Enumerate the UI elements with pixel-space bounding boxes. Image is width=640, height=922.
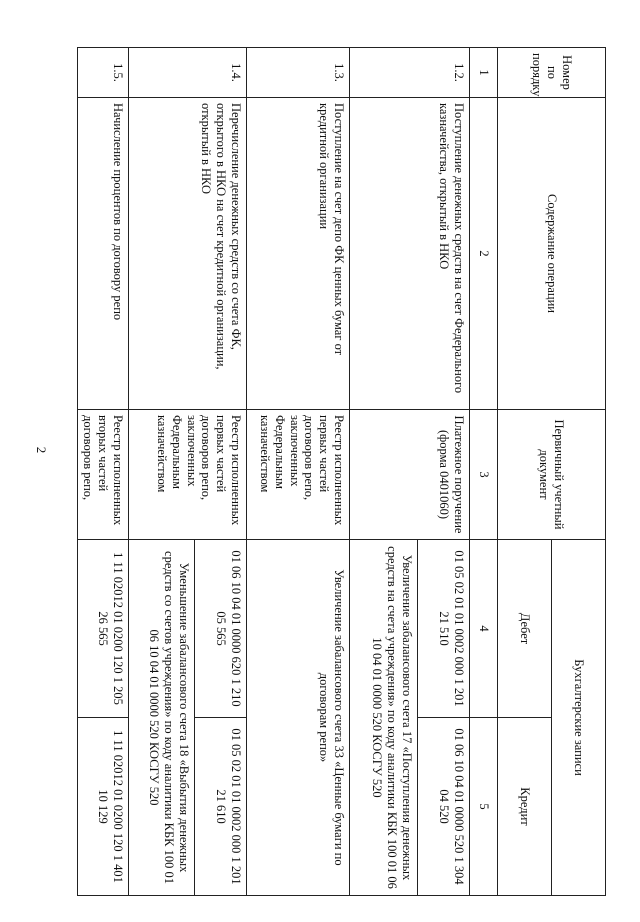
header-row	[552, 48, 606, 896]
row-content: Поступление на счет депо ФК ценных бумаг от кредитной организации	[247, 98, 350, 410]
row-credit: 1 11 02012 01 0200 120 1 401 10 129	[77, 718, 128, 896]
row-document: Реестр исполненных первых частей договоров репо, заключенных Федеральным казначейством	[129, 410, 247, 540]
row-content: Начисление процентов по договору репо	[77, 98, 128, 410]
row-offbalance: Уменьшение забалансового счета 18 «Выбытия денежных средств со счетов учреждения» по коду аналитики КБК 100 01 06 10 04 01 0000 520 КОСГУ 520	[129, 540, 195, 896]
row-content: Поступление денежных средств на счет Федерального казначейства, открытый в НКО	[350, 98, 470, 410]
row-debit: 1 11 02012 01 0200 120 1 205 26 565	[77, 540, 128, 718]
table-row	[247, 48, 350, 896]
row-document: Реестр исполненных вторых частей договоров репо,	[77, 410, 128, 540]
header-document: Первичный учетный документ	[498, 410, 606, 540]
row-number: 1.2.	[350, 48, 470, 98]
column-numbers-row	[470, 48, 498, 896]
rotated-page	[81, 47, 606, 895]
row-number: 1.3.	[247, 48, 350, 98]
header-debit: Дебет	[498, 540, 552, 718]
header-credit: Кредит	[498, 718, 552, 896]
column-number: 2	[470, 98, 498, 410]
column-number: 4	[470, 540, 498, 718]
row-debit: 01 06 10 04 01 0000 620 1 210 05 565	[195, 540, 247, 718]
row-number: 1.5.	[77, 48, 128, 98]
table-row	[418, 48, 470, 896]
page-number: 2	[34, 446, 49, 454]
column-number: 1	[470, 48, 498, 98]
row-offbalance: Увеличение забалансового счета 33 «Ценные бумаги по договорам репо»	[247, 540, 350, 896]
column-number: 5	[470, 718, 498, 896]
row-number: 1.4.	[129, 48, 247, 98]
row-credit: 01 05 02 01 01 0002 000 1 201 21 610	[195, 718, 247, 896]
column-number: 3	[470, 410, 498, 540]
table-row	[195, 48, 247, 896]
header-number: Номер по порядку	[498, 48, 606, 98]
row-document: Реестр исполненных первых частей договоров репо, заключенных Федеральным казначейством	[247, 410, 350, 540]
row-debit: 01 05 02 01 01 0002 000 1 201 21 510	[418, 540, 470, 718]
header-accounting: Бухгалтерские записи	[552, 540, 606, 896]
row-content: Перечисление денежных средств со счета ФК, открытого в НКО на счет кредитной организации, открытый в НКО	[129, 98, 247, 410]
row-offbalance: Увеличение забалансового счета 17 «Поступления денежных средств на счета учреждения» по коду аналитики КБК 100 01 06 10 04 01 0000 520 КОСГУ 520	[350, 540, 418, 896]
table-row	[77, 48, 128, 896]
row-document: Платежное поручение (форма 0401060)	[350, 410, 470, 540]
accounting-table	[77, 47, 606, 896]
header-content: Содержание операции	[498, 98, 606, 410]
row-credit: 01 06 10 04 01 0000 520 1 304 04 520	[418, 718, 470, 896]
